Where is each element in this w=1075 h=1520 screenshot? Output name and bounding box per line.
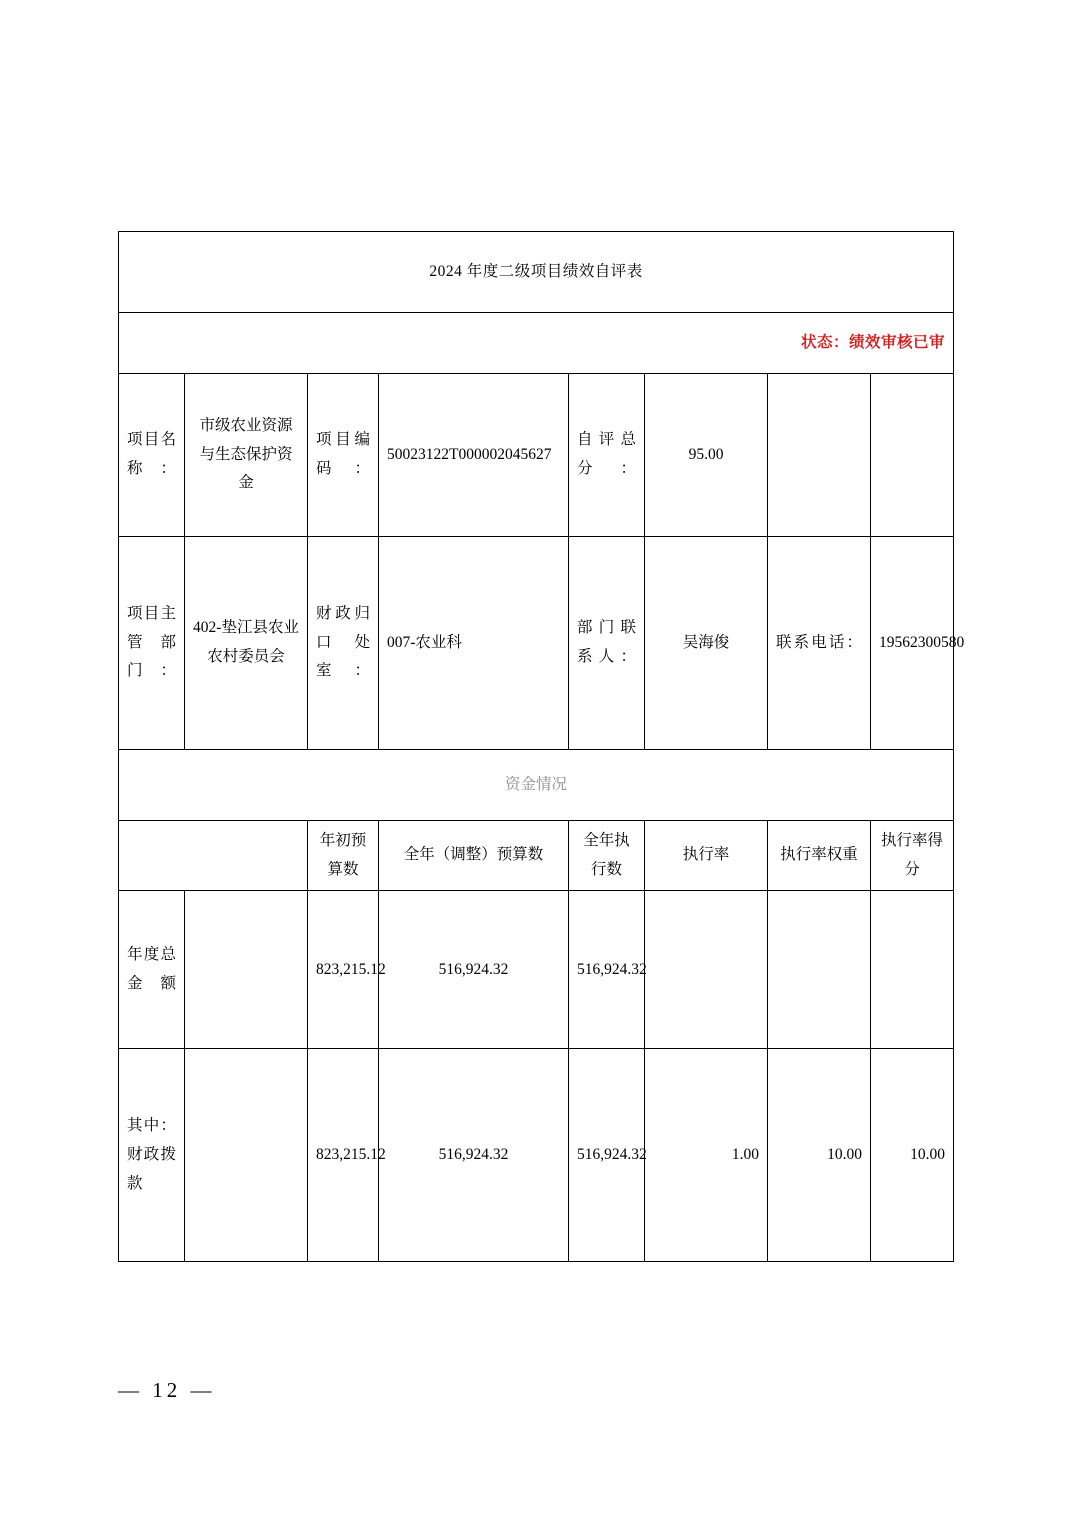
project-info-row <box>119 374 954 537</box>
status-cell <box>119 313 954 374</box>
funds-row-label: 其中：财政拨款 <box>119 1049 185 1262</box>
status-row <box>119 313 954 374</box>
funds-header-blank <box>119 821 308 891</box>
project-name-value: 市级农业资源与生态保护资金 <box>185 374 308 537</box>
funds-exec-rate <box>645 891 768 1049</box>
department-info-row <box>119 537 954 750</box>
funds-section-title: 资金情况 <box>119 750 954 821</box>
funds-adjusted-budget: 516,924.32 <box>379 1049 569 1262</box>
funds-initial-budget: 823,215.12 <box>308 1049 379 1262</box>
funds-exec-rate-score: 10.00 <box>871 1049 954 1262</box>
phone-label: 联系电话： <box>768 537 871 750</box>
funds-initial-budget: 823,215.12 <box>308 891 379 1049</box>
funds-header-row <box>119 821 954 891</box>
funds-header-exec-rate-score: 执行率得分 <box>871 821 954 891</box>
funds-section-row <box>119 750 954 821</box>
funds-header-adjusted-budget: 全年（调整）预算数 <box>379 821 569 891</box>
funds-adjusted-budget: 516,924.32 <box>379 891 569 1049</box>
funds-header-exec-rate-weight: 执行率权重 <box>768 821 871 891</box>
performance-self-evaluation-table <box>118 231 965 1262</box>
self-score-label: 自评总分： <box>569 374 645 537</box>
department-value: 402-垫江县农业农村委员会 <box>185 537 308 750</box>
funds-row-spacer <box>185 1049 308 1262</box>
funds-exec-rate-weight: 10.00 <box>768 1049 871 1262</box>
table-row <box>119 891 954 1049</box>
phone-value: 19562300580 <box>871 537 954 750</box>
status-badge: 状态：绩效审核已审 <box>801 333 946 351</box>
funds-header-initial-budget: 年初预算数 <box>308 821 379 891</box>
project-code-label: 项目编码： <box>308 374 379 537</box>
empty-cell-1 <box>768 374 871 537</box>
self-score-value: 95.00 <box>645 374 768 537</box>
page-title: 2024 年度二级项目绩效自评表 <box>119 232 954 313</box>
funds-executed: 516,924.32 <box>569 891 645 1049</box>
page-number: — 12 — <box>118 1378 216 1402</box>
finance-office-value: 007-农业科 <box>379 537 569 750</box>
table-row <box>119 1049 954 1262</box>
funds-exec-rate: 1.00 <box>645 1049 768 1262</box>
funds-header-exec-rate: 执行率 <box>645 821 768 891</box>
funds-exec-rate-score <box>871 891 954 1049</box>
department-label: 项目主管部门： <box>119 537 185 750</box>
funds-header-executed: 全年执行数 <box>569 821 645 891</box>
empty-cell-2 <box>871 374 954 537</box>
finance-office-label: 财政归口处室： <box>308 537 379 750</box>
project-code-value: 50023122T000002045627 <box>379 374 569 537</box>
title-row <box>119 232 954 313</box>
contact-person-label: 部门联系人： <box>569 537 645 750</box>
funds-executed: 516,924.32 <box>569 1049 645 1262</box>
funds-row-label: 年度总金额 <box>119 891 185 1049</box>
funds-row-spacer <box>185 891 308 1049</box>
contact-person-value: 吴海俊 <box>645 537 768 750</box>
funds-exec-rate-weight <box>768 891 871 1049</box>
project-name-label: 项目名称： <box>119 374 185 537</box>
